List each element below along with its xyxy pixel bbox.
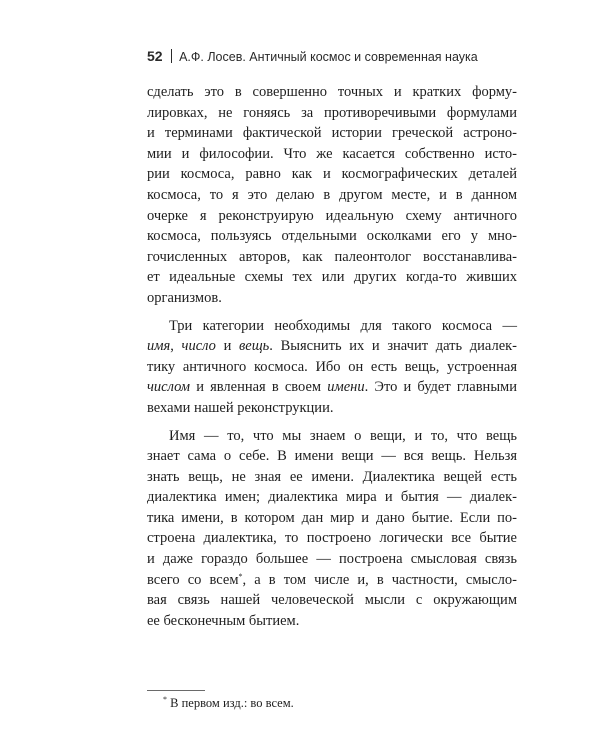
text-line xyxy=(147,426,517,447)
text-segment: знать вещь, не зная ее имени. Диалектика вещей есть xyxy=(147,468,517,485)
text-segment: ет идеальные схемы тех или других когда-то живших xyxy=(147,269,517,286)
text-segment: знает сама о себе. В имени вещи — вся вещь. Нельзя xyxy=(147,448,517,465)
text-line xyxy=(147,398,517,419)
text-segment: строена диалектика, то построено логически все бытие xyxy=(147,530,517,547)
text-line xyxy=(147,82,517,103)
text-line xyxy=(147,467,517,488)
text-segment: и xyxy=(215,338,239,355)
text-line xyxy=(147,570,517,591)
text-line xyxy=(147,144,517,165)
running-title: А.Ф. Лосев. Античный космос и современная наука xyxy=(179,50,478,64)
text-line xyxy=(147,226,517,247)
text-segment: , а в том числе и, в частности, смысло- xyxy=(242,571,517,588)
running-head xyxy=(147,48,478,64)
paragraph xyxy=(147,426,517,632)
footnote-marker: * xyxy=(163,695,167,704)
footnote-text: В первом изд.: во всем. xyxy=(170,696,294,710)
paragraph xyxy=(147,316,517,419)
text-segment: Три категории необходимы для такого космоса — xyxy=(169,317,517,334)
text-line xyxy=(147,590,517,611)
text-segment: . Это и будет главными xyxy=(364,379,517,396)
text-line xyxy=(147,487,517,508)
page-number: 52 xyxy=(147,48,163,64)
text-segment: вая связь нашей человеческой мысли с окружающим xyxy=(147,592,517,609)
text-line xyxy=(147,549,517,570)
text-line xyxy=(147,508,517,529)
text-segment: лировках, не гоняясь за противоречивыми формулами xyxy=(147,104,517,121)
text-segment: космоса, то я это делаю в другом месте, и в данном xyxy=(147,186,517,203)
text-segment: очерке я реконструирую идеальную схему античного xyxy=(147,207,517,224)
text-segment: . Выяснить их и значит дать диалек- xyxy=(269,338,518,355)
text-segment: Имя — то, что мы знаем о вещи, и то, что вещь xyxy=(169,427,517,444)
paragraph xyxy=(147,82,517,309)
text-segment: организмов. xyxy=(147,289,222,306)
italic-term: имя xyxy=(147,338,171,355)
text-line xyxy=(147,611,517,632)
text-segment: всего со всем xyxy=(147,571,239,588)
text-segment: гочисленных авторов, как палеонтолог восстанавлива- xyxy=(147,248,517,265)
text-line xyxy=(147,316,517,337)
text-line xyxy=(147,123,517,144)
text-segment: и терминами фактической истории греческой астроно- xyxy=(147,125,517,142)
italic-term: вещь xyxy=(239,338,270,355)
text-line xyxy=(147,267,517,288)
footnote xyxy=(163,696,294,711)
italic-term: число xyxy=(181,338,216,355)
text-line xyxy=(147,357,517,378)
text-segment: сделать это в совершенно точных и кратких форму- xyxy=(147,84,517,100)
text-segment: мии и философии. Что же касается собственно исто- xyxy=(147,145,517,162)
text-line xyxy=(147,336,517,357)
text-line xyxy=(147,377,517,398)
text-line xyxy=(147,185,517,206)
text-line xyxy=(147,247,517,268)
text-segment: тика имени, в котором дан мир и дано бытие. Если по- xyxy=(147,509,517,526)
text-segment: и явленная в своем xyxy=(190,379,328,396)
text-segment: и даже гораздо большее — построена смысловая связь xyxy=(147,551,517,568)
footnote-rule xyxy=(147,690,205,691)
italic-term: имени xyxy=(327,379,365,396)
text-line xyxy=(147,164,517,185)
header-separator xyxy=(171,49,173,63)
text-segment: диалектика имен; диалектика мира и бытия — диалек- xyxy=(147,489,517,506)
text-line xyxy=(147,446,517,467)
italic-term: числом xyxy=(147,379,191,396)
text-segment: тику античного космоса. Ибо он есть вещь, устроенная xyxy=(147,358,517,375)
text-line xyxy=(147,528,517,549)
main-text xyxy=(147,82,517,638)
footnote-ref: * xyxy=(238,571,243,581)
text-line xyxy=(147,103,517,124)
text-segment: вехами нашей реконструкции. xyxy=(147,399,334,416)
text-segment: , xyxy=(170,338,182,355)
text-segment: ее бесконечным бытием. xyxy=(147,612,300,629)
text-segment: космоса, пользуясь отдельными осколками его у мно- xyxy=(147,228,517,245)
text-line xyxy=(147,206,517,227)
text-segment: рии космоса, равно как и космографических деталей xyxy=(147,166,517,183)
text-line xyxy=(147,288,517,309)
